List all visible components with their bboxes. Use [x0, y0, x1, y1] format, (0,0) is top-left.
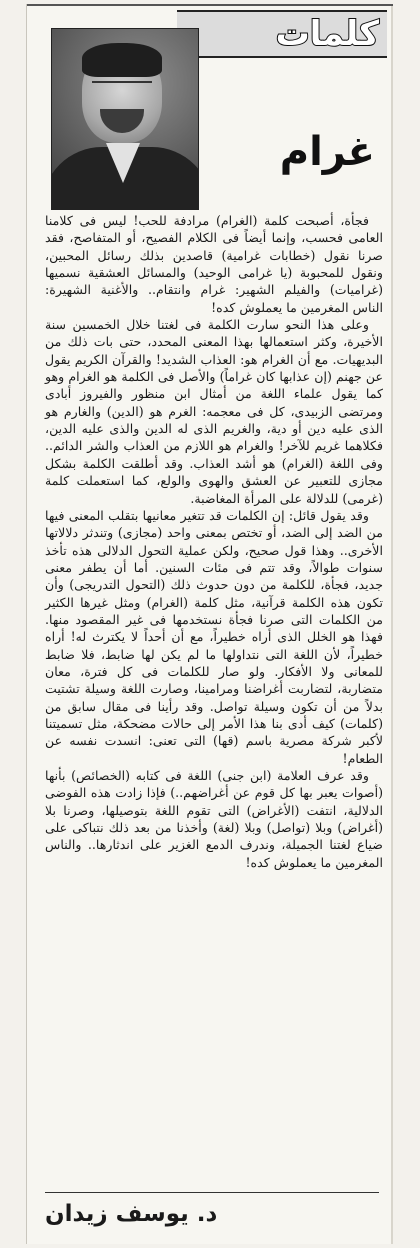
article-headline: غرام — [279, 129, 375, 175]
column-header-bar — [177, 10, 387, 58]
column-label: كلمات — [275, 14, 379, 54]
article-body — [45, 212, 383, 871]
article-paragraph: وقد يقول قائل: إن الكلمات قد تتغير معانيها بتقلب المعنى فيها من الضد إلى الضد، أو تختص بمعنى واحد (مجازى) وتندثر دلالاتها الأخرى.. وهذا قول صحيح، ولكن عملية التحول الدلالى هذه تأخذ سنوات طوالاً، وقد تتم فى مئات السنين. أما أن يطفر معنى جديد، فجأة، للكلمة من دون حدوث ذلك (التحول التدريجى) وأن تكون هذه الكلمة قرآنية، مثل كلمة (الغرام) ومثل غيرها الكثير من الكلمات التى صرنا فجأة نستخدمها فى غير المقصود منها. فهذا هو الخلل الذى أراه خطيراً، مع أن أحداً لا يكترث له! أراه خطيراً، لأن اللغة التى نتداولها ما لم يكن لها ضابط، فلا ضابط للمعانى ولا الأفكار. ولو صار للكلمات فى كل فترة، معان متضاربة، لتضاربت أغراضنا ومرامينا، وصارت اللغة وسيلة تشتيت بدلاً من أن تكون وسيلة تواصل. وقد رأينا فى مقال سابق من (كلمات) كيف أدى بنا هذا الأمر إلى حالات مضحكة، مثل تسميتنا لأكبر شركة مصرية باسم (قها) التى تعنى: انسدت نفسه عن الطعام! — [45, 507, 383, 766]
article-paragraph: فجأة، أصبحت كلمة (الغرام) مرادفة للحب! ليس فى كلامنا العامى فحسب، وإنما أيضاً فى الكلام الفصيح، أو المتفاصح، فقد صرنا نقول (خطابات غرامية) قاصدين بذلك رسائل المحبين، ونقول للمحبوبة (يا غرامى الوحيد) والمسائل العشقية نسميها (غراميات) والفيلم الشهير: غرام وانتقام.. والأغنية الشهيرة: الناس المغرمين ما يعملوش كده! — [45, 213, 383, 315]
author-photo — [51, 28, 199, 210]
article-column — [26, 4, 393, 1244]
article-paragraph: وقد عرف العلامة (ابن جنى) اللغة فى كتابه (الخصائص) بأنها (أصوات يعبر بها كل قوم عن أغراضهم..) فإذا زادت هذه الفوضى الدلالية، انتفت (الأغراض) التى تقوم اللغة بتوصيلها، وصرنا بلا (أغراض) وبلا (تواصل) وبلا (لغة) وأخذنا من بعد ذلك نتباكى على ضياع لغتنا الجميلة، وندرف الدمع الغزير على اندثارها.. والناس المغرمين ما يعملوش كده! — [45, 768, 383, 870]
author-byline: د. يوسف زيدان — [45, 1192, 379, 1227]
top-rule — [27, 4, 393, 6]
article-paragraph: وعلى هذا النحو سارت الكلمة فى لغتنا خلال الخمسين سنة الأخيرة، وكثر استعمالها بهذا المعنى المحدد، حتى بات ذلك من البديهيات. مع أن الغرام هو: العذاب الشديد! والقرآن الكريم يقول عن جهنم (إن عذابها كان غراماً) والأصل فى الكلمة هو الغرام وهو كما يقول علماء اللغة من أمثال ابن منظور والفيروز أبادى ومرتضى الزبيدى، كل فى معجمه: الغرم هو (الدين) والغارم هو الذى عليه دين أو دية، والغريم الذى له الدين والذى عليه الدين، فكلاهما غريم للآخر! والغرام هو اللازم من العذاب والشر الدائم.. وفى اللغة (الغرام) هو أشد العذاب. وقد أطلقت الكلمة بشكل مجازى للتعبير عن العشق والهوى والولع، كما استعملت كلمة (غرمى) للدلالة على المرأة المغاضبة. — [45, 317, 383, 506]
